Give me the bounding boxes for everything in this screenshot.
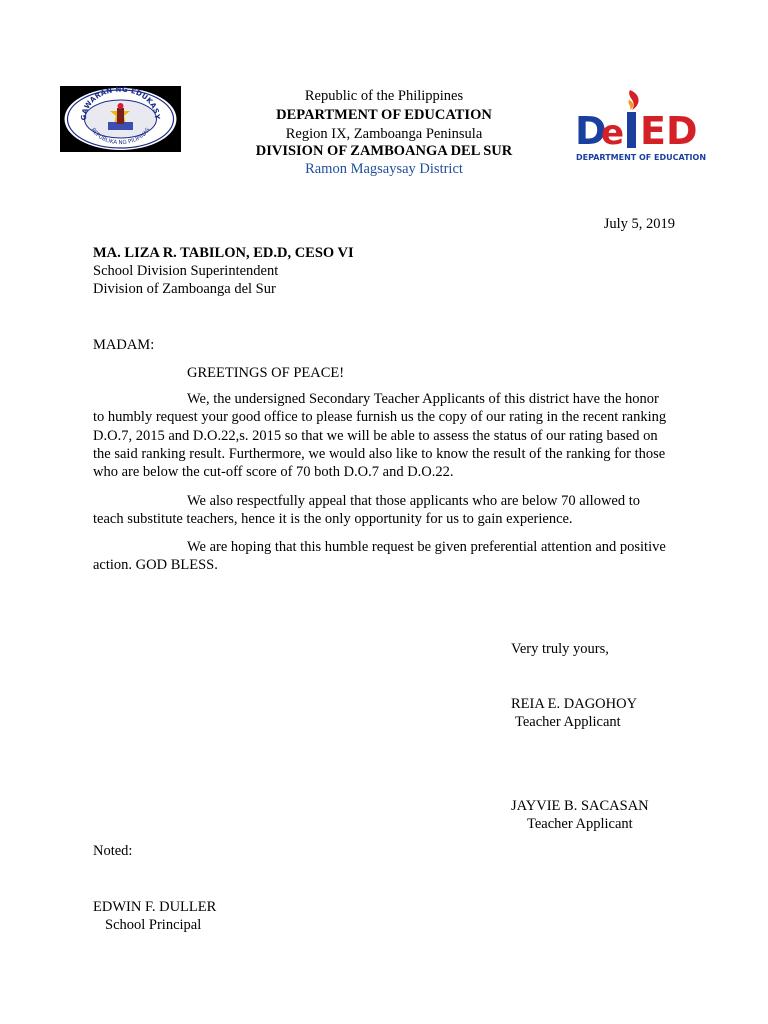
svg-text:ED: ED: [640, 109, 698, 153]
header-district: Ramon Magsaysay District: [305, 161, 463, 177]
noted-label: Noted:: [93, 843, 133, 859]
signer-2-title: Teacher Applicant: [527, 816, 633, 832]
noter-name: EDWIN F. DULLER: [93, 899, 217, 915]
deped-of-education-text: OF EDUCATION: [639, 153, 707, 162]
svg-text:D: D: [575, 109, 607, 153]
paragraph-2: We also respectfully appeal that those applicants who are below 70 allowed to teach substitute teachers, hence it is the only opportunity for us to gain experience.: [93, 493, 641, 528]
signer-1-name: REIA E. DAGOHOY: [511, 696, 638, 712]
paragraph-3: We are hoping that this humble request be given preferential attention and positive action. GOD BLESS.: [93, 539, 666, 574]
header-division: DIVISION OF ZAMBOANGA DEL SUR: [255, 143, 513, 159]
svg-text:REPUBLIKA NG PILIPINAS: REPUBLIKA NG PILIPINAS: [89, 127, 152, 147]
recipient-title: School Division Superintendent: [93, 263, 279, 279]
closing: Very truly yours,: [511, 641, 609, 657]
svg-text:KAGAWARAN NG EDUKASYON: GAWARAN NG EDUKASY: [79, 86, 162, 121]
recipient-org: Division of Zamboanga del Sur: [93, 281, 276, 297]
greeting: GREETINGS OF PEACE!: [187, 365, 345, 381]
deped-dept-text: DEPARTMENT: [576, 153, 637, 162]
recipient-name: MA. LIZA R. TABILON, ED.D, CESO VI: [93, 245, 354, 261]
signer-2-name: JAYVIE B. SACASAN: [511, 798, 649, 814]
paragraph-1: We, the undersigned Secondary Teacher Applicants of this district have the honor to humbly request your good office to please furnish us the copy of our rating in the recent ranking D.O.7, 2015 and D.O.22,s. 2015 so that we will be able to assess the status of our rating based on the said ranking result. Furthermore, we would also like to know the result of the ranking for those who are below the cut-off score of 70 both D.O.7 and D.O.22.: [93, 391, 667, 481]
header-department: DEPARTMENT OF EDUCATION: [276, 107, 492, 123]
noter-title: School Principal: [105, 917, 202, 933]
header-republic: Republic of the Philippines: [304, 88, 464, 104]
signer-1-title: Teacher Applicant: [515, 714, 621, 730]
svg-text:e: e: [601, 113, 625, 153]
salutation: MADAM:: [93, 337, 155, 353]
header-region: Region IX, Zamboanga Peninsula: [285, 126, 483, 142]
letter-date: July 5, 2019: [603, 216, 675, 232]
